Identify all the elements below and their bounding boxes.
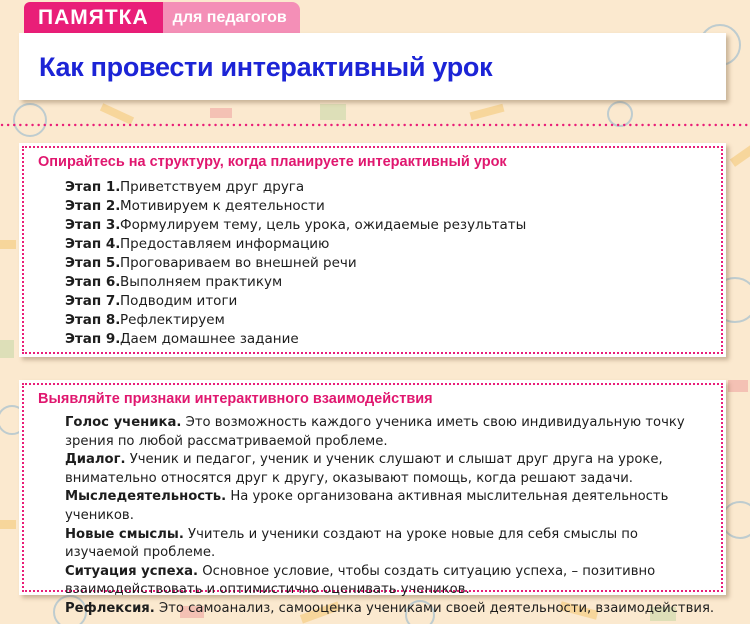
step-text: Предоставляем информацию (120, 235, 330, 252)
sign-term: Диалог. (65, 452, 126, 468)
step-item (65, 196, 526, 215)
step-item (65, 177, 526, 196)
step-text: Приветствуем друг друга (120, 178, 305, 195)
steps-list (65, 177, 526, 349)
step-item (65, 330, 526, 349)
sign-text: На уроке организована активная мыслительная деятельность учеников. (65, 489, 669, 523)
step-item (65, 253, 526, 272)
step-label: Этап 3. (65, 216, 121, 233)
structure-heading: Опирайтесь на структуру, когда планируете интерактивный урок (38, 154, 507, 170)
sign-item (65, 488, 715, 525)
step-label: Этап 9. (65, 331, 121, 348)
step-text: Подводим итоги (120, 293, 238, 310)
sign-text: Это самоанализ, самооценка учениками своей деятельности, взаимодействия. (159, 600, 715, 616)
sign-term: Голос ученика. (65, 415, 182, 430)
memo-tag (24, 2, 300, 33)
step-label: Этап 6. (65, 274, 121, 291)
sign-item (65, 414, 715, 451)
sign-term: Ситуация успеха. (65, 563, 199, 579)
sign-term: Мыследеятельность. (65, 489, 227, 505)
title-box (19, 33, 726, 100)
structure-card (19, 143, 726, 357)
step-item (65, 272, 526, 291)
step-item (65, 311, 526, 330)
sign-text: Это возможность каждого ученика иметь свою индивидуальную точку зрения по любой рассматриваемой проблеме. (65, 415, 685, 449)
step-item (65, 234, 526, 253)
step-label: Этап 7. (65, 293, 121, 310)
sign-item (65, 600, 715, 619)
step-label: Этап 1. (65, 178, 121, 195)
step-item (65, 292, 526, 311)
step-label: Этап 8. (65, 312, 121, 329)
signs-card (19, 380, 726, 616)
step-text: Рефлектируем (120, 312, 225, 329)
step-text: Формулируем тему, цель урока, ожидаемые результаты (120, 216, 527, 233)
step-label: Этап 4. (65, 235, 121, 252)
audience-tag-label: для педагогов (163, 2, 300, 33)
step-text: Даем домашнее задание (120, 331, 299, 348)
step-item (65, 215, 526, 234)
sign-text: Учитель и ученики создают на уроке новые для себя смыслы по изучаемой проблеме. (65, 526, 638, 561)
page-title: Как провести интерактивный урок (39, 52, 493, 82)
step-text: Выполняем практикум (120, 274, 283, 291)
sign-item (65, 563, 715, 600)
step-text: Проговариваем во внешней речи (120, 254, 357, 271)
sign-item (65, 526, 715, 563)
signs-heading: Выявляйте признаки интерактивного взаимодействия (38, 391, 433, 407)
step-label: Этап 5. (65, 254, 121, 271)
dotted-divider (0, 122, 750, 128)
sign-term: Рефлексия. (65, 600, 155, 616)
memo-tag-label: ПАМЯТКА (24, 2, 163, 33)
step-label: Этап 2. (65, 197, 121, 214)
sign-text: Основное условие, чтобы создать ситуацию успеха, – позитивно взаимодействовать и оптимистично оценивать учеников. (65, 563, 656, 598)
sign-term: Новые смыслы. (65, 526, 184, 542)
signs-list (65, 414, 715, 619)
sign-item (65, 451, 715, 488)
sign-text: Ученик и педагог, ученик и ученик слушают и слышат друг друга на уроке, внимательно относятся друг к другу, оказывают помощь, когда решают задачи. (65, 452, 663, 486)
step-text: Мотивируем к деятельности (120, 197, 325, 214)
